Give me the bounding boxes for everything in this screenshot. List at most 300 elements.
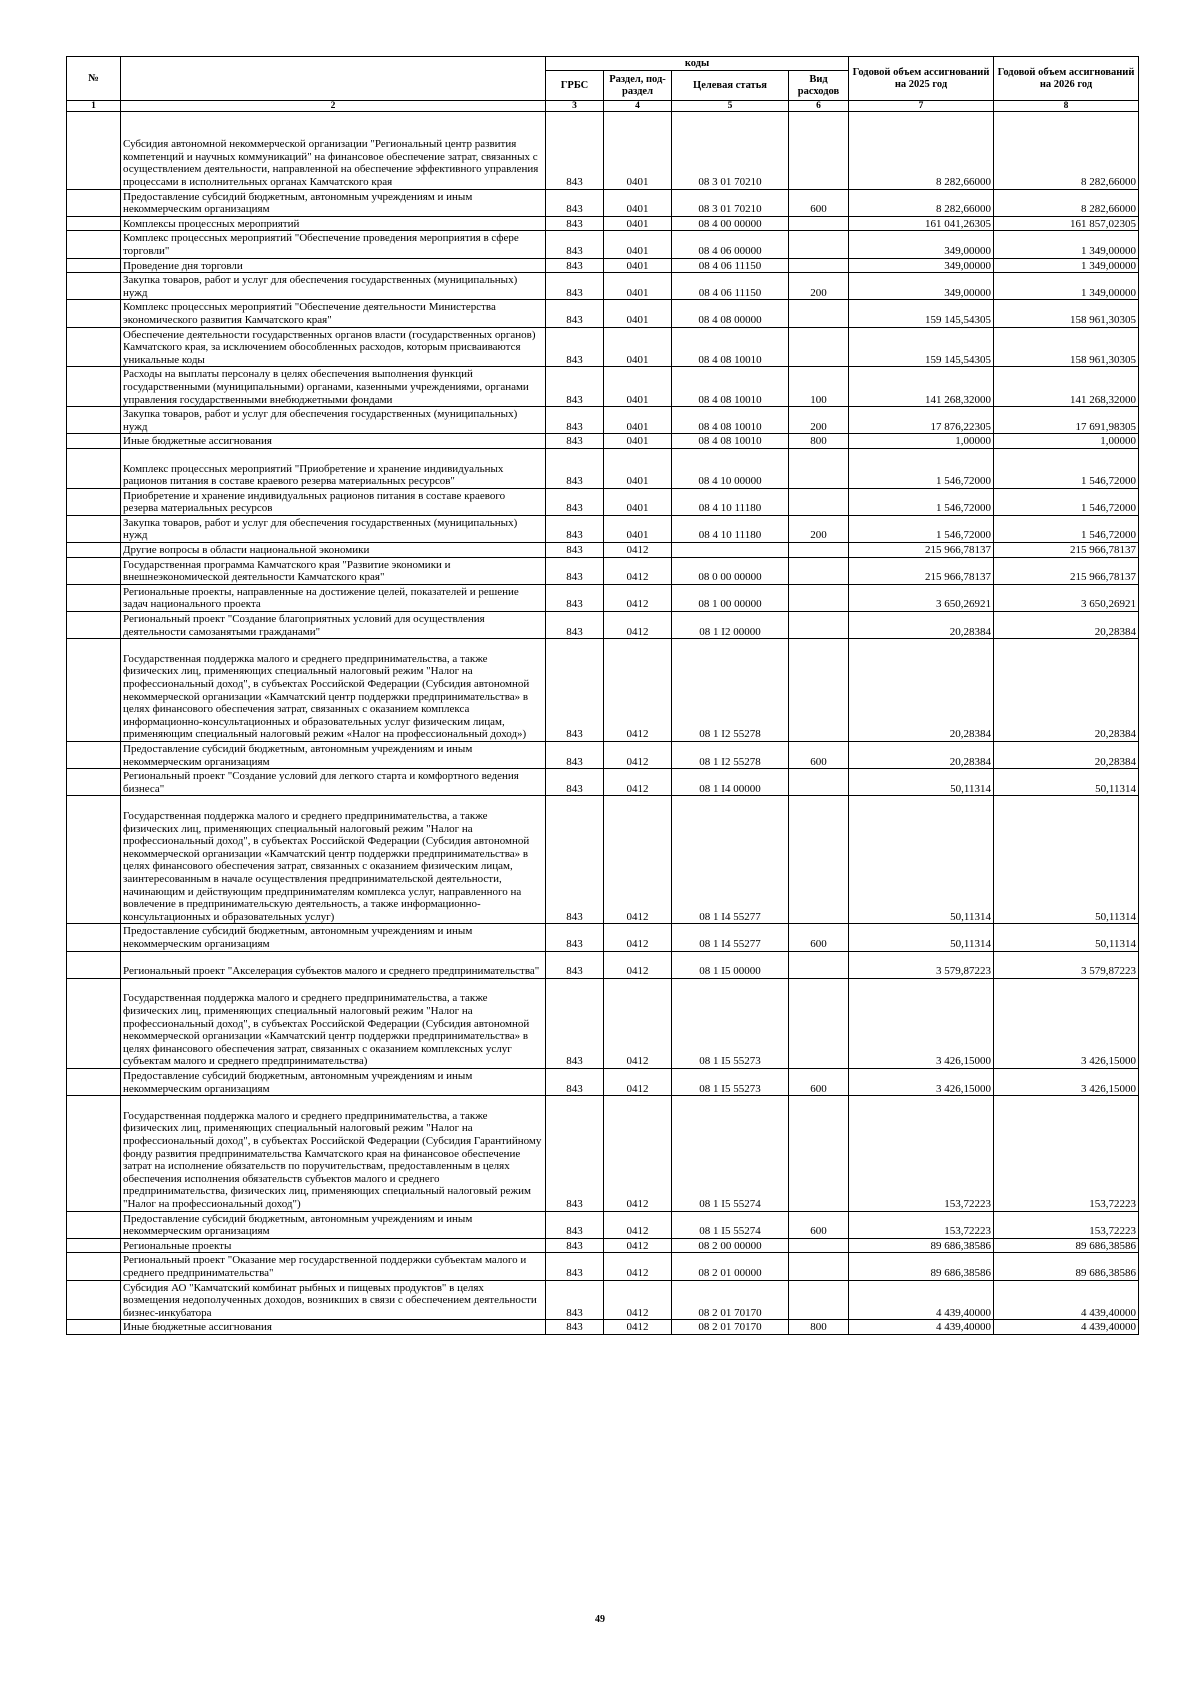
cell-name: Предоставление субсидий бюджетным, автономным учреждениям и иным некоммерческим организациям xyxy=(121,742,546,769)
cell-statya: 08 3 01 70210 xyxy=(672,112,789,190)
cell-num xyxy=(67,978,121,1068)
cell-num xyxy=(67,1253,121,1280)
cell-razdel: 0401 xyxy=(604,515,672,542)
cell-2026: 215 966,78137 xyxy=(994,543,1139,558)
cell-2025: 89 686,38586 xyxy=(849,1253,994,1280)
cell-razdel: 0401 xyxy=(604,407,672,434)
table-row xyxy=(67,924,1139,951)
cell-grbs: 843 xyxy=(546,639,604,742)
cell-2025: 50,11314 xyxy=(849,924,994,951)
cell-2025: 20,28384 xyxy=(849,639,994,742)
table-row xyxy=(67,769,1139,796)
cell-name: Обеспечение деятельности государственных органов власти (государственных органов) Камчатского края, за исключением обособленных расходов, которым присваиваются уникальные коды xyxy=(121,327,546,367)
cell-grbs: 843 xyxy=(546,557,604,584)
cell-razdel: 0412 xyxy=(604,1320,672,1335)
cell-razdel: 0401 xyxy=(604,434,672,449)
cell-2026: 17 691,98305 xyxy=(994,407,1139,434)
cell-grbs: 843 xyxy=(546,1238,604,1253)
cell-name: Комплексы процессных мероприятий xyxy=(121,216,546,231)
cell-razdel: 0412 xyxy=(604,612,672,639)
table-row xyxy=(67,612,1139,639)
table-row xyxy=(67,557,1139,584)
header-2026: Годовой объем ассигнований на 2026 год xyxy=(994,57,1139,101)
table-row xyxy=(67,639,1139,742)
cell-2026: 3 426,15000 xyxy=(994,978,1139,1068)
table-row xyxy=(67,543,1139,558)
cell-2026: 141 268,32000 xyxy=(994,367,1139,407)
cell-razdel: 0412 xyxy=(604,1253,672,1280)
cell-statya: 08 1 I4 55277 xyxy=(672,796,789,924)
cell-vid xyxy=(789,951,849,978)
cell-num xyxy=(67,273,121,300)
cell-grbs: 843 xyxy=(546,367,604,407)
table-row xyxy=(67,1068,1139,1095)
cell-statya: 08 1 I4 55277 xyxy=(672,924,789,951)
cell-num xyxy=(67,639,121,742)
cell-statya: 08 1 I2 55278 xyxy=(672,639,789,742)
cell-2026: 4 439,40000 xyxy=(994,1280,1139,1320)
cell-num xyxy=(67,1096,121,1211)
cell-statya: 08 1 I5 55274 xyxy=(672,1211,789,1238)
cell-num xyxy=(67,112,121,190)
cell-statya: 08 2 01 00000 xyxy=(672,1253,789,1280)
cell-num xyxy=(67,1280,121,1320)
cell-vid: 600 xyxy=(789,1068,849,1095)
cell-razdel: 0401 xyxy=(604,216,672,231)
cell-2025: 3 426,15000 xyxy=(849,1068,994,1095)
cell-2026: 153,72223 xyxy=(994,1211,1139,1238)
cell-name: Субсидия автономной некоммерческой организации "Региональный центр развития компетенций и научных коммуникаций" на финансовое обеспечение затрат, связанных с осуществлением деятельности, направленной на обеспечение эффективного управления процессами в исполнительных органах Камчатского края xyxy=(121,112,546,190)
cell-num xyxy=(67,1068,121,1095)
cell-2025: 215 966,78137 xyxy=(849,543,994,558)
cell-num xyxy=(67,434,121,449)
cell-vid xyxy=(789,612,849,639)
cell-name: Комплекс процессных мероприятий "Обеспечение деятельности Министерства экономического развития Камчатского края" xyxy=(121,300,546,327)
cell-2026: 20,28384 xyxy=(994,639,1139,742)
table-row xyxy=(67,515,1139,542)
cell-statya: 08 1 00 00000 xyxy=(672,584,789,611)
cell-vid xyxy=(789,557,849,584)
cell-2025: 3 650,26921 xyxy=(849,584,994,611)
cell-vid: 600 xyxy=(789,924,849,951)
cell-2025: 349,00000 xyxy=(849,258,994,273)
table-row xyxy=(67,216,1139,231)
cell-2026: 1 546,72000 xyxy=(994,515,1139,542)
cell-vid: 100 xyxy=(789,367,849,407)
cell-name: Проведение дня торговли xyxy=(121,258,546,273)
cell-2026: 8 282,66000 xyxy=(994,189,1139,216)
cell-grbs: 843 xyxy=(546,769,604,796)
cell-razdel: 0412 xyxy=(604,557,672,584)
cell-2025: 50,11314 xyxy=(849,796,994,924)
cell-razdel: 0401 xyxy=(604,112,672,190)
cell-razdel: 0412 xyxy=(604,742,672,769)
cell-razdel: 0412 xyxy=(604,1096,672,1211)
cell-2025: 153,72223 xyxy=(849,1096,994,1211)
cell-2026: 1 349,00000 xyxy=(994,231,1139,258)
cell-grbs: 843 xyxy=(546,300,604,327)
cell-2026: 50,11314 xyxy=(994,924,1139,951)
cell-num xyxy=(67,1238,121,1253)
cell-razdel: 0412 xyxy=(604,584,672,611)
cell-name: Иные бюджетные ассигнования xyxy=(121,434,546,449)
cell-razdel: 0401 xyxy=(604,273,672,300)
cell-statya: 08 1 I5 55273 xyxy=(672,978,789,1068)
cell-grbs: 843 xyxy=(546,258,604,273)
cell-statya: 08 4 08 10010 xyxy=(672,327,789,367)
cell-2026: 20,28384 xyxy=(994,612,1139,639)
cell-razdel: 0412 xyxy=(604,924,672,951)
table-row xyxy=(67,796,1139,924)
header-num: № xyxy=(67,57,121,101)
cell-vid xyxy=(789,448,849,488)
cell-grbs: 843 xyxy=(546,742,604,769)
cell-grbs: 843 xyxy=(546,434,604,449)
cell-name: Региональный проект "Создание условий для легкого старта и комфортного ведения бизнеса" xyxy=(121,769,546,796)
column-number: 8 xyxy=(994,101,1139,112)
cell-grbs: 843 xyxy=(546,189,604,216)
cell-grbs: 843 xyxy=(546,112,604,190)
cell-2026: 4 439,40000 xyxy=(994,1320,1139,1335)
table-body xyxy=(67,112,1139,1335)
cell-2025: 349,00000 xyxy=(849,231,994,258)
table-row xyxy=(67,951,1139,978)
cell-statya: 08 1 I4 00000 xyxy=(672,769,789,796)
cell-razdel: 0412 xyxy=(604,1211,672,1238)
table-row xyxy=(67,300,1139,327)
header-name xyxy=(121,57,546,101)
cell-2026: 50,11314 xyxy=(994,796,1139,924)
cell-num xyxy=(67,742,121,769)
cell-vid xyxy=(789,796,849,924)
cell-vid: 800 xyxy=(789,434,849,449)
cell-name: Государственная программа Камчатского края "Развитие экономики и внешнеэкономической деятельности Камчатского края" xyxy=(121,557,546,584)
cell-razdel: 0412 xyxy=(604,543,672,558)
table-row xyxy=(67,1320,1139,1335)
cell-statya: 08 4 08 10010 xyxy=(672,407,789,434)
cell-razdel: 0401 xyxy=(604,448,672,488)
cell-2025: 20,28384 xyxy=(849,742,994,769)
cell-num xyxy=(67,300,121,327)
cell-name: Комплекс процессных мероприятий "Обеспечение проведения мероприятия в сфере торговли" xyxy=(121,231,546,258)
cell-name: Региональные проекты, направленные на достижение целей, показателей и решение задач национального проекта xyxy=(121,584,546,611)
cell-grbs: 843 xyxy=(546,1253,604,1280)
cell-grbs: 843 xyxy=(546,488,604,515)
cell-2026: 1 546,72000 xyxy=(994,488,1139,515)
cell-grbs: 843 xyxy=(546,584,604,611)
cell-2026: 50,11314 xyxy=(994,769,1139,796)
cell-name: Государственная поддержка малого и среднего предпринимательства, а также физических лиц, применяющих специальный налоговый режим "Налог на профессиональный доход", в субъектах Российской Федерации (Субсидия автономной некоммерческой организации «Камчатский центр поддержки предпринимательства» в целях финансового обеспечения затрат, связанных с оказанием комплексных услуг субъектам малого и среднего предпринимательства) xyxy=(121,978,546,1068)
cell-name: Региональные проекты xyxy=(121,1238,546,1253)
cell-grbs: 843 xyxy=(546,1096,604,1211)
cell-2026: 153,72223 xyxy=(994,1096,1139,1211)
cell-vid: 200 xyxy=(789,273,849,300)
cell-num xyxy=(67,543,121,558)
cell-razdel: 0412 xyxy=(604,769,672,796)
cell-statya: 08 0 00 00000 xyxy=(672,557,789,584)
cell-name: Иные бюджетные ассигнования xyxy=(121,1320,546,1335)
cell-vid xyxy=(789,488,849,515)
table-row xyxy=(67,1096,1139,1211)
cell-2026: 158 961,30305 xyxy=(994,327,1139,367)
cell-2025: 349,00000 xyxy=(849,273,994,300)
column-number: 1 xyxy=(67,101,121,112)
cell-num xyxy=(67,612,121,639)
cell-2026: 215 966,78137 xyxy=(994,557,1139,584)
cell-name: Субсидия АО "Камчатский комбинат рыбных и пищевых продуктов" в целях возмещения недополученных доходов, возникших в связи с обеспечением деятельности бизнес-инкубатора xyxy=(121,1280,546,1320)
cell-razdel: 0412 xyxy=(604,639,672,742)
cell-grbs: 843 xyxy=(546,407,604,434)
cell-vid xyxy=(789,769,849,796)
budget-table xyxy=(66,56,1139,1335)
cell-razdel: 0401 xyxy=(604,231,672,258)
cell-razdel: 0412 xyxy=(604,978,672,1068)
cell-2025: 1 546,72000 xyxy=(849,448,994,488)
cell-2025: 8 282,66000 xyxy=(849,112,994,190)
cell-num xyxy=(67,557,121,584)
cell-vid: 600 xyxy=(789,189,849,216)
cell-2026: 89 686,38586 xyxy=(994,1238,1139,1253)
cell-num xyxy=(67,367,121,407)
cell-grbs: 843 xyxy=(546,1320,604,1335)
cell-2026: 89 686,38586 xyxy=(994,1253,1139,1280)
cell-vid xyxy=(789,216,849,231)
cell-2025: 1 546,72000 xyxy=(849,488,994,515)
cell-statya: 08 1 I5 55274 xyxy=(672,1096,789,1211)
cell-grbs: 843 xyxy=(546,273,604,300)
cell-vid xyxy=(789,584,849,611)
cell-vid xyxy=(789,978,849,1068)
header-razdel: Раздел, под-раздел xyxy=(604,71,672,101)
cell-num xyxy=(67,327,121,367)
cell-vid: 600 xyxy=(789,1211,849,1238)
cell-2025: 3 579,87223 xyxy=(849,951,994,978)
cell-2026: 3 426,15000 xyxy=(994,1068,1139,1095)
cell-2025: 4 439,40000 xyxy=(849,1320,994,1335)
table-row xyxy=(67,273,1139,300)
cell-2025: 215 966,78137 xyxy=(849,557,994,584)
cell-vid: 200 xyxy=(789,515,849,542)
cell-razdel: 0412 xyxy=(604,951,672,978)
table-row xyxy=(67,112,1139,190)
cell-statya: 08 1 I2 55278 xyxy=(672,742,789,769)
cell-num xyxy=(67,1320,121,1335)
cell-grbs: 843 xyxy=(546,612,604,639)
cell-statya: 08 4 06 11150 xyxy=(672,258,789,273)
cell-num xyxy=(67,769,121,796)
header-vid: Вид расходов xyxy=(789,71,849,101)
cell-2025: 1,00000 xyxy=(849,434,994,449)
cell-grbs: 843 xyxy=(546,951,604,978)
cell-razdel: 0401 xyxy=(604,327,672,367)
cell-name: Предоставление субсидий бюджетным, автономным учреждениям и иным некоммерческим организациям xyxy=(121,1211,546,1238)
cell-razdel: 0412 xyxy=(604,1068,672,1095)
cell-vid xyxy=(789,112,849,190)
cell-statya: 08 2 01 70170 xyxy=(672,1280,789,1320)
cell-num xyxy=(67,951,121,978)
table-row xyxy=(67,367,1139,407)
table-row xyxy=(67,1211,1139,1238)
cell-2026: 3 579,87223 xyxy=(994,951,1139,978)
cell-vid xyxy=(789,1238,849,1253)
table-row xyxy=(67,1238,1139,1253)
table-row xyxy=(67,978,1139,1068)
cell-razdel: 0412 xyxy=(604,1238,672,1253)
cell-vid xyxy=(789,300,849,327)
cell-num xyxy=(67,924,121,951)
column-number: 4 xyxy=(604,101,672,112)
cell-2025: 141 268,32000 xyxy=(849,367,994,407)
cell-vid: 600 xyxy=(789,742,849,769)
cell-name: Предоставление субсидий бюджетным, автономным учреждениям и иным некоммерческим организациям xyxy=(121,924,546,951)
column-number: 3 xyxy=(546,101,604,112)
cell-statya: 08 4 06 00000 xyxy=(672,231,789,258)
cell-grbs: 843 xyxy=(546,448,604,488)
cell-2026: 1 546,72000 xyxy=(994,448,1139,488)
cell-name: Региональный проект "Создание благоприятных условий для осуществления деятельности самозанятыми гражданами" xyxy=(121,612,546,639)
cell-grbs: 843 xyxy=(546,1068,604,1095)
table-row xyxy=(67,258,1139,273)
table-row xyxy=(67,1253,1139,1280)
cell-2025: 161 041,26305 xyxy=(849,216,994,231)
cell-2026: 161 857,02305 xyxy=(994,216,1139,231)
cell-statya: 08 4 08 10010 xyxy=(672,367,789,407)
cell-grbs: 843 xyxy=(546,216,604,231)
column-number-row xyxy=(67,101,1139,112)
cell-name: Государственная поддержка малого и среднего предпринимательства, а также физических лиц, применяющих специальный налоговый режим "Налог на профессиональный доход", в субъектах Российской Федерации (Субсидия автономной некоммерческой организации «Камчатский центр поддержки предпринимательства» в целях финансового обеспечения затрат, связанных с оказанием физическим лицам, заинтересованным в начале осуществления предпринимательской деятельности, начинающим и действующим предпринимателям комплекса услуг, направленного на вовлечение в предпринимательскую деятельность, а также информационно-консультационных и образовательных услуг) xyxy=(121,796,546,924)
cell-num xyxy=(67,584,121,611)
cell-statya: 08 4 08 10010 xyxy=(672,434,789,449)
cell-2025: 3 426,15000 xyxy=(849,978,994,1068)
cell-grbs: 843 xyxy=(546,978,604,1068)
cell-name: Государственная поддержка малого и среднего предпринимательства, а также физических лиц, применяющих специальный налоговый режим "Налог на профессиональный доход", в субъектах Российской Федерации (Субсидия автономной некоммерческой организации «Камчатский центр поддержки предпринимательства» в целях финансового обеспечения затрат, связанных с оказанием комплекса информационно-консультационных и образовательных услуг физическим лицам, применяющим специальный налоговый режим «Налог на профессиональный доход») xyxy=(121,639,546,742)
cell-statya xyxy=(672,543,789,558)
cell-grbs: 843 xyxy=(546,327,604,367)
cell-grbs: 843 xyxy=(546,543,604,558)
cell-vid xyxy=(789,1280,849,1320)
cell-name: Региональный проект "Оказание мер государственной поддержки субъектам малого и среднего предпринимательства" xyxy=(121,1253,546,1280)
cell-name: Закупка товаров, работ и услуг для обеспечения государственных (муниципальных) нужд xyxy=(121,407,546,434)
cell-num xyxy=(67,448,121,488)
cell-name: Государственная поддержка малого и среднего предпринимательства, а также физических лиц, применяющих специальный налоговый режим "Налог на профессиональный доход", в субъектах Российской Федерации (Субсидия Гарантийному фонду развития предпринимательства Камчатского края на финансовое обеспечение затрат на исполнение обязательств по поручительствам, предоставленным в целях обеспечения исполнения обязательств субъектов малого и среднего предпринимательства, физических лиц, применяющих специальный налоговый режим "Налог на профессиональный доход") xyxy=(121,1096,546,1211)
cell-vid xyxy=(789,258,849,273)
header-kody: коды xyxy=(546,57,849,71)
cell-vid xyxy=(789,231,849,258)
cell-name: Предоставление субсидий бюджетным, автономным учреждениям и иным некоммерческим организациям xyxy=(121,1068,546,1095)
table-row xyxy=(67,327,1139,367)
cell-vid: 800 xyxy=(789,1320,849,1335)
cell-num xyxy=(67,216,121,231)
cell-2025: 89 686,38586 xyxy=(849,1238,994,1253)
cell-num xyxy=(67,189,121,216)
cell-razdel: 0412 xyxy=(604,796,672,924)
cell-num xyxy=(67,407,121,434)
cell-2026: 3 650,26921 xyxy=(994,584,1139,611)
cell-statya: 08 1 I5 00000 xyxy=(672,951,789,978)
cell-2026: 8 282,66000 xyxy=(994,112,1139,190)
cell-razdel: 0401 xyxy=(604,488,672,515)
cell-name: Комплекс процессных мероприятий "Приобретение и хранение индивидуальных рационов питания в составе краевого резерва материальных ресурсов" xyxy=(121,448,546,488)
cell-grbs: 843 xyxy=(546,924,604,951)
cell-2026: 1 349,00000 xyxy=(994,258,1139,273)
cell-name: Приобретение и хранение индивидуальных рационов питания в составе краевого резерва материальных ресурсов xyxy=(121,488,546,515)
table-row xyxy=(67,189,1139,216)
cell-statya: 08 4 10 11180 xyxy=(672,515,789,542)
cell-statya: 08 2 00 00000 xyxy=(672,1238,789,1253)
cell-num xyxy=(67,1211,121,1238)
cell-vid xyxy=(789,1253,849,1280)
cell-name: Региональный проект "Акселерация субъектов малого и среднего предпринимательства" xyxy=(121,951,546,978)
cell-statya: 08 4 10 00000 xyxy=(672,448,789,488)
table-row xyxy=(67,231,1139,258)
cell-statya: 08 2 01 70170 xyxy=(672,1320,789,1335)
column-number: 6 xyxy=(789,101,849,112)
cell-2025: 1 546,72000 xyxy=(849,515,994,542)
header-2025: Годовой объем ассигнований на 2025 год xyxy=(849,57,994,101)
table-row xyxy=(67,448,1139,488)
cell-vid xyxy=(789,1096,849,1211)
cell-2025: 159 145,54305 xyxy=(849,327,994,367)
cell-2025: 153,72223 xyxy=(849,1211,994,1238)
cell-2026: 1 349,00000 xyxy=(994,273,1139,300)
cell-vid xyxy=(789,327,849,367)
cell-2026: 20,28384 xyxy=(994,742,1139,769)
cell-statya: 08 4 10 11180 xyxy=(672,488,789,515)
cell-grbs: 843 xyxy=(546,231,604,258)
column-number: 5 xyxy=(672,101,789,112)
cell-statya: 08 1 I2 00000 xyxy=(672,612,789,639)
cell-vid xyxy=(789,543,849,558)
table-row xyxy=(67,407,1139,434)
table-row xyxy=(67,1280,1139,1320)
cell-2025: 17 876,22305 xyxy=(849,407,994,434)
cell-statya: 08 4 08 00000 xyxy=(672,300,789,327)
cell-2025: 4 439,40000 xyxy=(849,1280,994,1320)
cell-grbs: 843 xyxy=(546,796,604,924)
cell-grbs: 843 xyxy=(546,1211,604,1238)
cell-num xyxy=(67,258,121,273)
header-grbs: ГРБС xyxy=(546,71,604,101)
table-row xyxy=(67,742,1139,769)
budget-table-sheet xyxy=(66,56,1138,1335)
cell-name: Другие вопросы в области национальной экономики xyxy=(121,543,546,558)
cell-2025: 8 282,66000 xyxy=(849,189,994,216)
column-number: 7 xyxy=(849,101,994,112)
cell-statya: 08 3 01 70210 xyxy=(672,189,789,216)
page-number: 49 xyxy=(595,1614,605,1625)
cell-statya: 08 1 I5 55273 xyxy=(672,1068,789,1095)
cell-razdel: 0412 xyxy=(604,1280,672,1320)
cell-vid xyxy=(789,639,849,742)
cell-name: Закупка товаров, работ и услуг для обеспечения государственных (муниципальных) нужд xyxy=(121,273,546,300)
table-row xyxy=(67,584,1139,611)
cell-razdel: 0401 xyxy=(604,258,672,273)
cell-razdel: 0401 xyxy=(604,300,672,327)
cell-statya: 08 4 00 00000 xyxy=(672,216,789,231)
cell-num xyxy=(67,515,121,542)
cell-2025: 159 145,54305 xyxy=(849,300,994,327)
cell-vid: 200 xyxy=(789,407,849,434)
cell-name: Закупка товаров, работ и услуг для обеспечения государственных (муниципальных) нужд xyxy=(121,515,546,542)
table-row xyxy=(67,488,1139,515)
table-row xyxy=(67,434,1139,449)
cell-num xyxy=(67,488,121,515)
cell-grbs: 843 xyxy=(546,1280,604,1320)
cell-2025: 20,28384 xyxy=(849,612,994,639)
cell-num xyxy=(67,796,121,924)
cell-2026: 158 961,30305 xyxy=(994,300,1139,327)
cell-2026: 1,00000 xyxy=(994,434,1139,449)
